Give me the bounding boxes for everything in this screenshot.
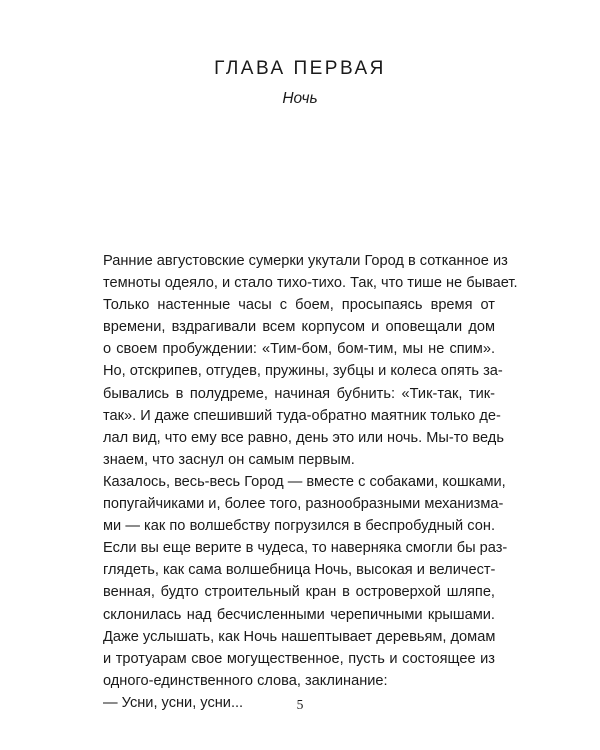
text-line: Даже услышать, как Ночь нашептывает деревьям, домам xyxy=(103,628,496,645)
text-line: одного-единственного слова, заклинание: xyxy=(103,672,388,689)
body-text xyxy=(103,250,518,714)
text-line: венная, будто строительный кран в островерхой шляпе, xyxy=(103,584,495,601)
text-line: и тротуарам свое могущественное, пусть и состоящее из xyxy=(103,650,495,667)
text-line: знаем, что заснул он самым первым. xyxy=(103,451,355,468)
text-line: времени, вздрагивали всем корпусом и оповещали дом xyxy=(103,319,495,336)
text-line: Если вы еще верите в чудеса, то наверняка смогли бы раз- xyxy=(103,540,508,557)
text-line: ми — как по волшебству погрузился в беспробудный сон. xyxy=(103,518,495,535)
text-line: бывались в полудреме, начиная бубнить: «Тик-так, тик- xyxy=(103,385,495,402)
text-line: Только настенные часы с боем, просыпаясь время от xyxy=(103,297,495,314)
text-line: Ранние августовские сумерки укутали Город в сотканное из xyxy=(103,253,508,269)
text-line: Казалось, весь-весь Город — вместе с собаками, кошками, xyxy=(103,473,506,490)
text-line: попугайчиками и, более того, разнообразными механизма- xyxy=(103,496,504,513)
text-line: — Усни, усни, усни... xyxy=(103,694,244,711)
text-line: о своем пробуждении: «Тим-бом, бом-тим, мы не спим». xyxy=(103,341,495,358)
text-line: склонилась над бесчисленными черепичными крышами. xyxy=(103,606,495,623)
text-line: Но, отскрипев, отгудев, пружины, зубцы и колеса опять за- xyxy=(103,363,503,380)
chapter-subtitle: Ночь xyxy=(282,90,318,107)
text-line: темноты одеяло, и стало тихо-тихо. Так, что тише не бывает. xyxy=(103,275,518,292)
chapter-title: ГЛАВА ПЕРВАЯ xyxy=(214,58,386,79)
page-number: 5 xyxy=(296,697,304,712)
text-line: так». И даже спешивший туда-обратно маятник только де- xyxy=(103,407,501,424)
text-line: лал вид, что ему все равно, день это или ночь. Мы-то ведь xyxy=(103,429,504,446)
text-line: глядеть, как сама волшебница Ночь, высокая и величест- xyxy=(103,562,496,579)
